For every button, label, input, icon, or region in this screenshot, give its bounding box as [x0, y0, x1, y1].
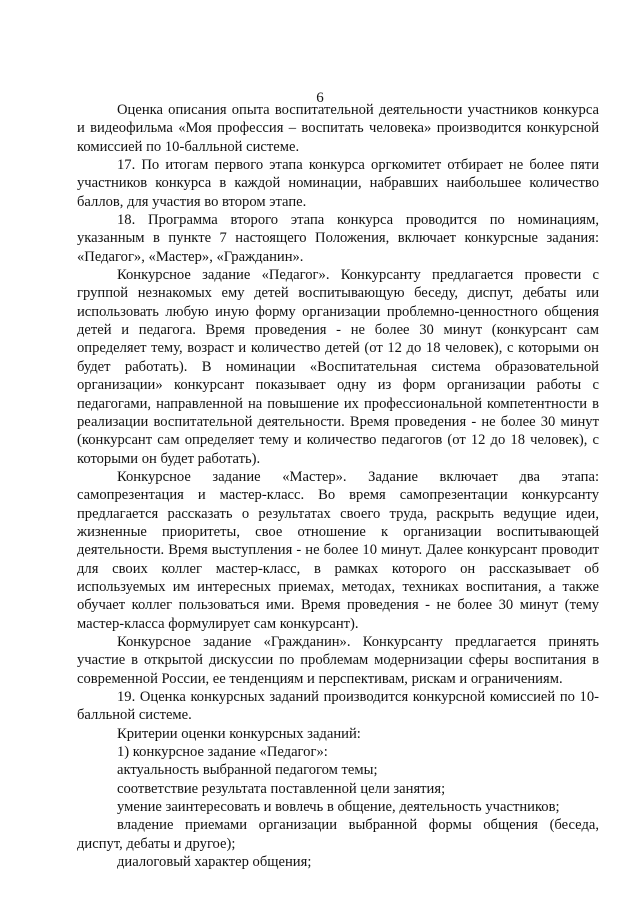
- paragraph: Оценка описания опыта воспитательной деятельности участников конкурса и видеофильма «Моя профессия – воспитать человека» производится конкурсной комиссией по 10-балльной системе.: [77, 102, 599, 155]
- page-number: 6: [316, 90, 324, 106]
- list-item: умение заинтересовать и вовлечь в общение, деятельность участников;: [117, 799, 560, 816]
- list-item: соответствие результата поставленной цели занятия;: [117, 780, 446, 797]
- paragraph: 19. Оценка конкурсных заданий производится конкурсной комиссией по 10-балльной системе.: [77, 689, 599, 724]
- list-item: владение приемами организации выбранной формы общения (беседа, диспут, дебаты и другое);: [77, 817, 599, 852]
- paragraph: Критерии оценки конкурсных заданий:: [117, 725, 361, 742]
- document-body: [77, 101, 599, 871]
- paragraph: 17. По итогам первого этапа конкурса оргкомитет отбирает не более пяти участников конкурса в каждой номинации, набравших наибольшее количество баллов, для участия во втором этапе.: [77, 157, 599, 210]
- paragraph: Конкурсное задание «Гражданин». Конкурсанту предлагается принять участие в открытой дискуссии по проблемам модернизации сферы воспитания в современной России, ее тенденциям и перспективам, рискам и ограничениям.: [77, 633, 599, 687]
- list-item: диалоговый характер общения;: [117, 854, 312, 871]
- list-item: актуальность выбранной педагогом темы;: [117, 762, 378, 779]
- paragraph: 1) конкурсное задание «Педагог»:: [117, 744, 328, 761]
- paragraph: 18. Программа второго этапа конкурса проводится по номинациям, указанным в пункте 7 настоящего Положения, включает конкурсные задания: «Педагог», «Мастер», «Гражданин».: [77, 212, 599, 265]
- paragraph: Конкурсное задание «Мастер». Задание включает два этапа: самопрезентация и мастер-класс. Во время самопрезентации конкурсанту предлагается рассказать о результатах своего труда, раскрыть ведущие идеи, жизненные приоритеты, свое отношение к организации воспитывающей деятельности. Время выступления - не более 10 минут. Далее конкурсант проводит для своих коллег мастер-класс, в рамках которого он рассказывает об используемых им интересных приемах, методах, техниках воспитания, а также обучает коллег пользоваться ими. Время проведения - не более 30 минут (тему мастер-класса формулирует сам конкурсант).: [77, 468, 599, 632]
- paragraph: Конкурсное задание «Педагог». Конкурсанту предлагается провести с группой незнакомых ему детей воспитывающую беседу, диспут, дебаты или использовать любую иную форму организации проблемно-ценностного общения детей и педагога. Время проведения - не более 30 минут (конкурсант сам определяет тему, возраст и количество детей (от 12 до 18 человек), с которыми он будет работать). В номинации «Воспитательная система образовательной организации» конкурсант показывает одну из форм организации работы с педагогами, направленной на повышение их профессиональной компетентности в реализации воспитательной деятельности. Время проведения - не более 30 минут (конкурсант сам определяет тему и количество педагогов (от 12 до 18 человек), с которыми он будет работать).: [77, 267, 599, 467]
